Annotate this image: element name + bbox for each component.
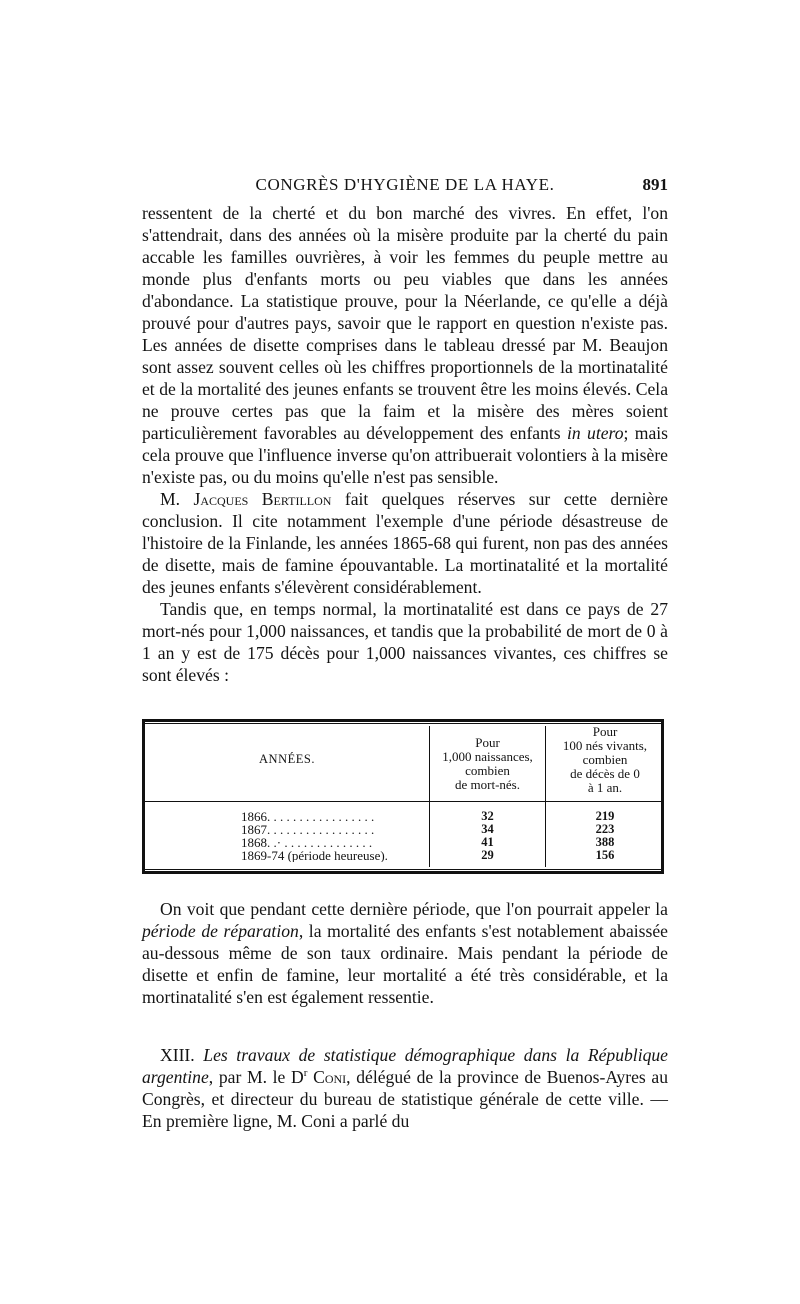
- header-stillbirths-line-1: Pour: [475, 735, 500, 750]
- table-header-rule: [145, 801, 661, 802]
- header-stillbirths: [430, 736, 545, 792]
- running-head: [142, 175, 668, 199]
- paragraph-1-text-a: ressentent de la cherté et du bon marché des vivres. En effet, l'on s'attendrait, dans des années où la misère produite par la cherté du pain accable les familles ouvrières, à voir les femmes du peuple mettre au monde plus d'enfants morts ou peu viables que dans les années d'abondance. La statistique prouve, pour la Néerlande, ce qu'elle a déjà prouvé pour d'autres pays, savoir que le rapport en question n'existe pas. Les années de disette comprises dans le tableau dressé par M. Beaujon sont assez souvent celles où les chiffres proportionnels de la mortinatalité et de la mortalité des jeunes enfants se trouvent être les moins élevés. Cela ne prouve certes pas que la faim et la misère des mères soient particulièrement favorables au développement des enfants: [142, 203, 668, 443]
- row-1869-74-year: 1869-74 (période heureuse).: [241, 849, 388, 862]
- table-inner-top-rule: [145, 723, 661, 724]
- text-block-upper: [142, 202, 668, 686]
- paragraph-2: [142, 488, 668, 598]
- doctor-abbrev-sup: r: [303, 1067, 308, 1080]
- header-stillbirths-line-3: combien: [465, 763, 510, 778]
- paragraph-4-text-a: On voit que pendant cette dernière période, que l'on pourrait appeler la: [160, 899, 668, 919]
- header-infant-deaths: [546, 725, 664, 795]
- header-deaths-line-3: combien: [582, 752, 628, 767]
- speaker-bertillon: Jacques Bertillon: [193, 489, 332, 509]
- header-stillbirths-line-2: 1,000 naissances,: [442, 749, 533, 764]
- page-number: 891: [642, 175, 668, 194]
- row-1867-stillbirths: 34: [481, 822, 494, 836]
- paragraph-4-italic: période de réparation: [142, 921, 299, 941]
- section-text-b: , délégué de la province de Buenos-Ayres au Congrès, et directeur du bureau de statistique générale de cette ville. — En première ligne, M. Coni a parlé du: [142, 1067, 668, 1131]
- row-1869-74-stillbirths: 29: [481, 848, 494, 862]
- mortality-table: [142, 719, 664, 874]
- section-number: XIII.: [160, 1045, 204, 1065]
- header-deaths-line-2: 100 nés vivants,: [562, 738, 648, 753]
- row-1867-year: 1867. . . . . . . . . . . . . . . . .: [241, 823, 375, 836]
- row-1866-year: 1866. . . . . . . . . . . . . . . . .: [241, 810, 375, 823]
- header-stillbirths-line-4: de mort-nés.: [455, 777, 520, 792]
- paragraph-1: [142, 202, 668, 488]
- row-1867-deaths: 223: [595, 822, 615, 836]
- row-1866-deaths: 219: [595, 809, 615, 823]
- header-deaths-line-4: de décès de 0: [570, 766, 640, 781]
- paragraph-4: [142, 898, 668, 1008]
- header-years: ANNÉES.: [259, 752, 315, 766]
- section-xiii: [142, 1044, 668, 1132]
- paragraph-1-italic: in utero: [567, 423, 624, 443]
- paragraph-1-text-b: ; mais cela prouve que l'influence inverse qu'on attribuerait volontiers à la misère n'existe pas, ou du moins qu'elle n'est pas sensible.: [142, 423, 668, 487]
- row-1868-deaths: 388: [595, 835, 615, 849]
- row-1868-stillbirths: 41: [481, 835, 494, 849]
- row-1869-74-deaths: 156: [595, 848, 615, 862]
- header-deaths-line-5: à 1 an.: [587, 780, 623, 795]
- paragraph-2-prefix: M.: [160, 489, 194, 509]
- speaker-coni: Coni: [307, 1067, 347, 1087]
- paragraph-4-text-b: , la mortalité des enfants s'est notablement abaissée au-dessous même de son taux ordinaire. Mais pendant la période de disette et enfin de famine, leur mortalité a été très considérable, et la mortinatalité s'en est également ressentie.: [142, 921, 668, 1007]
- running-title: CONGRÈS D'HYGIÈNE DE LA HAYE.: [255, 175, 555, 194]
- section-title: Les travaux de statistique démographique dans la République argentine: [142, 1045, 668, 1087]
- table-inner-bottom-rule: [145, 869, 661, 870]
- text-block-lower: [142, 898, 668, 1008]
- section-text-a: , par M. le D: [208, 1067, 304, 1087]
- row-1866-stillbirths: 32: [481, 809, 494, 823]
- paragraph-2-text: fait quelques réserves sur cette dernière conclusion. Il cite notamment l'exemple d'une période désastreuse de l'histoire de la Finlande, les années 1865-68 qui furent, non pas des années de disette, mais de famine épouvantable. La mortinatalité et la mortalité des jeunes enfants s'élevèrent considérablement.: [142, 489, 668, 597]
- row-1868-year: 1868. .· . . . . . . . . . . . . . .: [241, 836, 373, 849]
- section-xiii-paragraph: [142, 1044, 668, 1132]
- header-deaths-line-1: Pour: [592, 724, 618, 739]
- paragraph-3: Tandis que, en temps normal, la mortinatalité est dans ce pays de 27 mort-nés pour 1,000 naissances, et tandis que la probabilité de mort de 0 à 1 an y est de 175 décès pour 1,000 naissances vivantes, ces chiffres se sont élevés :: [142, 599, 668, 685]
